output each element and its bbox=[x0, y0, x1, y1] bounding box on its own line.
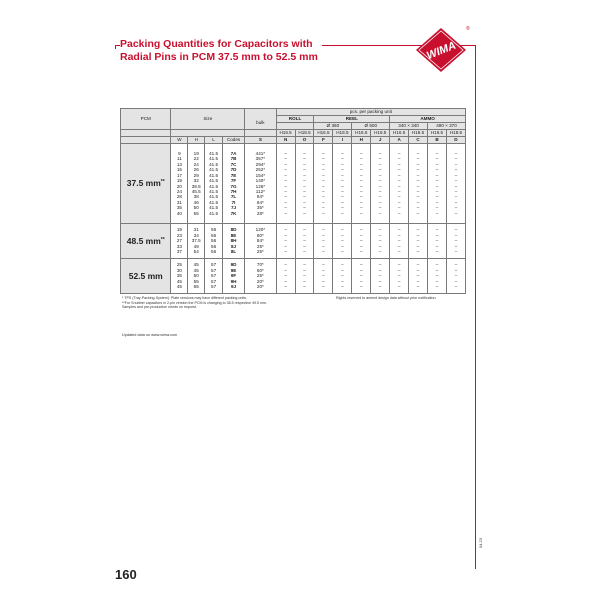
dash-values: – – – – – bbox=[446, 259, 465, 294]
dash-values: – – – – – bbox=[428, 224, 447, 259]
rights-note: Rights reserved to amend design data without prior notification. bbox=[336, 296, 437, 300]
wima-logo bbox=[415, 27, 467, 73]
dash-values: – – – – – – – – – – – – bbox=[352, 144, 371, 224]
dash-values: – – – – – bbox=[371, 224, 390, 259]
footnote-samples: Samples and pre-production needs on request. bbox=[122, 305, 197, 310]
w-values: 25 30 35 45 45 bbox=[171, 259, 188, 294]
header-h165: H16.5 bbox=[314, 130, 333, 137]
pack-code: D bbox=[446, 137, 465, 144]
header-h165: H16.5 bbox=[428, 130, 447, 137]
edition-code: 04.23 bbox=[478, 537, 483, 548]
header-size: Size bbox=[171, 109, 245, 130]
logo-text: WIMA bbox=[424, 39, 458, 63]
h-values: 45 45 50 55 65 bbox=[188, 259, 205, 294]
footnotes bbox=[122, 296, 322, 310]
dash-values: – – – – – bbox=[428, 259, 447, 294]
l-values: 41.5 41.5 41.5 41.5 41.5 41.5 41.5 41.5 41.5 41.5 41.5 41.5 bbox=[205, 144, 223, 224]
header-pcm: PCM bbox=[121, 109, 171, 130]
dash-values: – – – – – – – – – – – – bbox=[295, 144, 314, 224]
dash-values: – – – – – – – – – – – – bbox=[390, 144, 409, 224]
header-ammo-490: 490 × 370 bbox=[428, 123, 466, 130]
pack-code: O bbox=[295, 137, 314, 144]
header-bulk: bulk bbox=[245, 116, 277, 130]
w-values: 19 23 27 33 37 bbox=[171, 224, 188, 259]
dash-values: – – – – – – – – – – – – bbox=[371, 144, 390, 224]
l-values: 57 57 57 57 57 bbox=[205, 259, 223, 294]
dash-values: – – – – – bbox=[333, 259, 352, 294]
dash-values: – – – – – – – – – – – – bbox=[276, 144, 295, 224]
page-number: 160 bbox=[115, 567, 137, 582]
dash-values: – – – – – bbox=[333, 224, 352, 259]
header-l: L bbox=[205, 137, 223, 144]
footnote-snubber: **For Snubber capacitors in 2-pin version the PCM is changing to 38.5 respective 49.5 mm. bbox=[122, 300, 268, 305]
header-w: W bbox=[171, 137, 188, 144]
packing-table bbox=[120, 108, 466, 294]
header-roll: ROLL bbox=[276, 116, 314, 123]
h-values: 19 22 24 26 29 32 39.5 45.5 38 46 50 55 bbox=[188, 144, 205, 224]
table-group-row bbox=[121, 259, 466, 294]
header-codes: Codes bbox=[223, 137, 245, 144]
pcm-cell: 52.5 mm bbox=[121, 259, 171, 294]
dash-values: – – – – – bbox=[390, 224, 409, 259]
table-group-row bbox=[121, 144, 466, 224]
pack-code: J bbox=[371, 137, 390, 144]
h-values: 31 34 37.5 48 54 bbox=[188, 224, 205, 259]
pack-code: N bbox=[276, 137, 295, 144]
header-h185: H18.5 bbox=[333, 130, 352, 137]
table-group-row bbox=[121, 224, 466, 259]
dash-values: – – – – – bbox=[314, 224, 333, 259]
dash-values: – – – – – – – – – – – – bbox=[409, 144, 428, 224]
dash-values: – – – – – bbox=[295, 259, 314, 294]
registered-mark: ® bbox=[466, 26, 470, 32]
header-h: H bbox=[188, 137, 205, 144]
title-line-1: Packing Quantities for Capacitors with bbox=[120, 38, 313, 50]
dash-values: – – – – – bbox=[276, 259, 295, 294]
bulk-values: 441* 357* 294* 252* 154* 140* 126* 112* 84* 84* 35* 28* bbox=[245, 144, 277, 224]
pack-code: B bbox=[428, 137, 447, 144]
footnote-tps: * TPS (Tray-Packing-System). Plate versions may have different packing units. bbox=[122, 296, 247, 300]
header-ammo-340: 340 × 340 bbox=[390, 123, 428, 130]
pack-code: F bbox=[314, 137, 333, 144]
dash-values: – – – – – bbox=[409, 224, 428, 259]
header-reel-500: Ø 500 bbox=[352, 123, 390, 130]
header-h185: H18.5 bbox=[371, 130, 390, 137]
header-h185: H18.5 bbox=[446, 130, 465, 137]
pack-code: I bbox=[333, 137, 352, 144]
frame-tick bbox=[115, 45, 116, 49]
header-h185: H18.5 bbox=[295, 130, 314, 137]
dash-values: – – – – – bbox=[390, 259, 409, 294]
code-values: 8D 8E 8H 8J 8L bbox=[223, 224, 245, 259]
dash-values: – – – – – bbox=[371, 259, 390, 294]
dash-values: – – – – – – – – – – – – bbox=[333, 144, 352, 224]
pack-code: H bbox=[352, 137, 371, 144]
dash-values: – – – – – bbox=[409, 259, 428, 294]
title-line-2: Radial Pins in PCM 37.5 mm to 52.5 mm bbox=[120, 50, 318, 63]
w-values: 9 11 13 15 17 19 20 24 28 31 35 40 bbox=[171, 144, 188, 224]
header-reel: REEL bbox=[314, 116, 390, 123]
header-h185: H18.5 bbox=[409, 130, 428, 137]
updated-note: Updated data on www.wima.com bbox=[122, 333, 178, 337]
pack-code: C bbox=[409, 137, 428, 144]
pack-code: A bbox=[390, 137, 409, 144]
header-pcs-per-unit: pcs. per packing unit bbox=[276, 109, 465, 116]
pcm-cell: 37.5 mm** bbox=[121, 144, 171, 224]
bulk-values: 70* 60* 25* 20* 20* bbox=[245, 259, 277, 294]
header-h165: H16.5 bbox=[390, 130, 409, 137]
dash-values: – – – – – bbox=[352, 224, 371, 259]
dash-values: – – – – – – – – – – – – bbox=[314, 144, 333, 224]
header-h165: H16.5 bbox=[276, 130, 295, 137]
page-title bbox=[120, 38, 322, 63]
code-values: 9D 9E 9F 9H 9J bbox=[223, 259, 245, 294]
header-ammo: AMMO bbox=[390, 116, 466, 123]
dash-values: – – – – – bbox=[446, 224, 465, 259]
pack-code: S bbox=[245, 137, 277, 144]
header-h165: H16.5 bbox=[352, 130, 371, 137]
dash-values: – – – – – bbox=[276, 224, 295, 259]
dash-values: – – – – – – – – – – – – bbox=[428, 144, 447, 224]
code-values: 7A 7B 7C 7D 7E 7F 7G 7H 7L 7I 7J 7K bbox=[223, 144, 245, 224]
header-reel-360: Ø 360 bbox=[314, 123, 352, 130]
dash-values: – – – – – bbox=[352, 259, 371, 294]
dash-values: – – – – – – – – – – – – bbox=[446, 144, 465, 224]
bulk-values: 120* 80* 84* 25* 25* bbox=[245, 224, 277, 259]
dash-values: – – – – – bbox=[295, 224, 314, 259]
pcm-cell: 48.5 mm** bbox=[121, 224, 171, 259]
dash-values: – – – – – bbox=[314, 259, 333, 294]
l-values: 56 56 56 56 56 bbox=[205, 224, 223, 259]
